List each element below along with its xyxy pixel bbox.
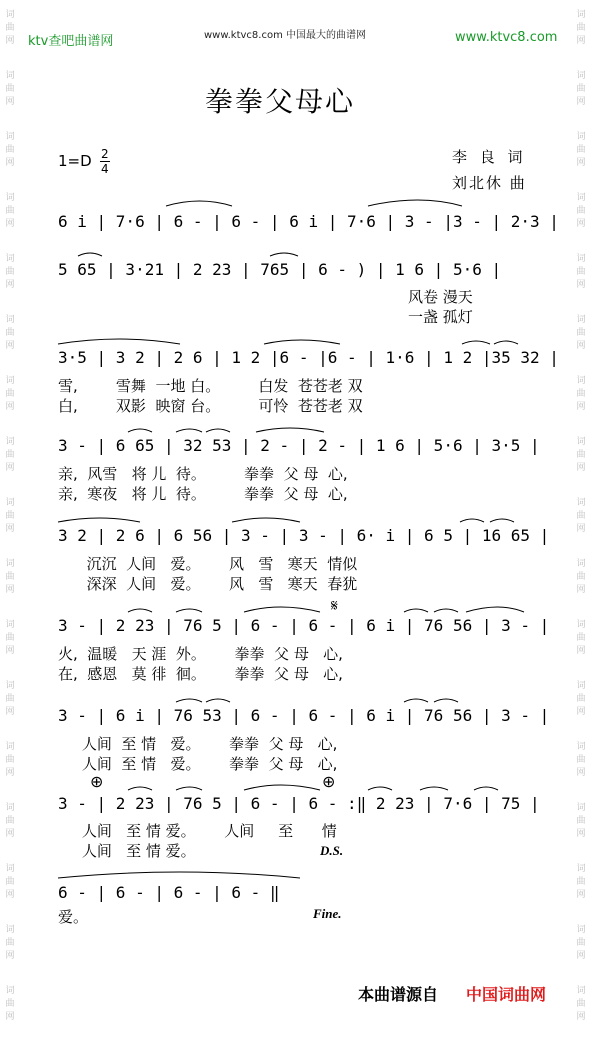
watermark-glyph: 词 (5, 437, 15, 447)
watermark-glyph: 网 (576, 829, 586, 839)
watermark-glyph: 网 (576, 768, 586, 778)
watermark-glyph: 曲 (576, 755, 586, 765)
watermark-glyph: 曲 (5, 938, 15, 948)
watermark-glyph: 词 (5, 71, 15, 81)
watermark-glyph: 网 (5, 890, 15, 900)
watermark-glyph: 词 (5, 376, 15, 386)
watermark-glyph: 网 (576, 341, 586, 351)
watermark-glyph: 网 (576, 97, 586, 107)
watermark-glyph: 曲 (5, 755, 15, 765)
watermark-glyph: 词 (5, 742, 15, 752)
watermark-glyph: 词 (576, 315, 586, 325)
watermark-glyph: 网 (5, 585, 15, 595)
watermark-glyph: 网 (5, 524, 15, 534)
footer-site-link[interactable]: 中国词曲网 (466, 985, 547, 1004)
watermark-glyph: 词 (576, 620, 586, 630)
watermark-glyph: 网 (5, 707, 15, 717)
slur-arc (244, 785, 320, 790)
slur-arc (466, 607, 524, 612)
lyric-line-4a: 亲, 风雪 将 儿 待。 拳拳 父 母 心, (58, 465, 348, 483)
watermark-glyph: 网 (5, 646, 15, 656)
score-line-7: 3 - | 6 i | 76 53 | 6 - | 6 - | 6 i | 76 56 | 3 - | (58, 706, 550, 725)
lyric-line-2a: 风卷 漫天 (408, 288, 473, 306)
watermark-glyph: 词 (576, 681, 586, 691)
watermark-glyph: 曲 (5, 450, 15, 460)
watermark-glyph: 词 (576, 193, 586, 203)
watermark-glyph: 曲 (576, 84, 586, 94)
slur-arc (264, 340, 340, 344)
watermark-glyph: 网 (5, 402, 15, 412)
watermark-glyph: 曲 (5, 877, 15, 887)
ds-marking: D.S. (320, 843, 344, 858)
lyric-line-3b: 白, 双影 映窗 台。 可怜 苍苍老 双 (58, 397, 363, 415)
slur-arc (404, 609, 428, 612)
watermark-glyph: 曲 (5, 816, 15, 826)
slur-arc (176, 609, 202, 612)
slur-arc (434, 699, 458, 702)
header-site-right[interactable]: www.ktvc8.com (455, 30, 558, 45)
song-title: 拳拳父母心 (205, 85, 356, 118)
watermark-glyph: 曲 (5, 23, 15, 33)
lyric-line-5b: 深深 人间 爱。 风 雪 寒天 春犹 (58, 575, 358, 593)
slur-arc (462, 341, 490, 344)
coda-sign-2: ⊕ (322, 772, 336, 791)
watermark-glyph: 曲 (5, 206, 15, 216)
watermark-glyph: 曲 (5, 633, 15, 643)
watermark-glyph: 网 (5, 36, 15, 46)
slur-arc (206, 699, 230, 702)
watermark-glyph: 词 (576, 559, 586, 569)
watermark-glyph: 词 (5, 681, 15, 691)
watermark-glyph: 曲 (5, 511, 15, 521)
watermark-glyph: 词 (5, 864, 15, 874)
slur-arc (474, 787, 498, 790)
watermark-glyph: 曲 (5, 999, 15, 1009)
watermark-glyph: 网 (5, 97, 15, 107)
lyric-line-9: 爱。 (58, 908, 89, 926)
lyric-line-2b: 一盏 孤灯 (408, 308, 473, 326)
slur-arc (232, 518, 300, 522)
score-line-6: 3 - | 2 23 | 76 5 | 6 - | 6 - | 6 i | 76 56 | 3 - | (58, 616, 550, 635)
slur-arc (244, 607, 320, 612)
score-line-3: 3·5 | 3 2 | 2 6 | 1 2 |6 - |6 - | 1·6 | 1 2 |35 32 | (58, 348, 559, 367)
fine-marking: Fine. (313, 906, 342, 921)
watermark-glyph: 词 (576, 132, 586, 142)
slur-arc (434, 609, 458, 612)
lyric-line-8b: 人间 至 情 爱。 (58, 842, 196, 860)
slur-arc (176, 429, 202, 432)
watermark-glyph: 词 (5, 193, 15, 203)
slur-arc (460, 519, 484, 522)
watermark-glyph: 曲 (576, 328, 586, 338)
watermark-glyph: 网 (576, 585, 586, 595)
watermark-glyph: 网 (576, 158, 586, 168)
watermark-glyph: 词 (576, 498, 586, 508)
slur-arc (420, 787, 448, 790)
watermark-glyph: 词 (5, 925, 15, 935)
lyric-line-3a: 雪, 雪舞 一地 白。 白发 苍苍老 双 (58, 377, 363, 395)
watermark-glyph: 曲 (576, 145, 586, 155)
watermark-glyph: 曲 (576, 206, 586, 216)
watermark-glyph: 词 (5, 559, 15, 569)
watermark-glyph: 词 (576, 254, 586, 264)
footer-source-label: 本曲谱源自 (358, 985, 439, 1004)
watermark-glyph: 网 (5, 463, 15, 473)
score-line-9: 6 - | 6 - | 6 - | 6 - ‖ (58, 883, 280, 902)
watermark-glyph: 词 (576, 376, 586, 386)
watermark-glyph: 曲 (5, 267, 15, 277)
score-line-5: 3 2 | 2 6 | 6 56 | 3 - | 3 - | 6· i | 6 5 | 16 65 | (58, 526, 550, 545)
lyric-line-7b: 人间 至 情 爱。 拳拳 父 母 心, (58, 755, 338, 773)
slur-arc (176, 699, 202, 702)
segno-sign: 𝄋 (331, 596, 338, 615)
key-signature: 1=D (58, 152, 92, 170)
slur-arc (58, 872, 300, 878)
slur-arc (494, 341, 518, 344)
slur-arc (78, 253, 102, 256)
watermark-glyph: 词 (5, 315, 15, 325)
watermark-glyph: 曲 (576, 877, 586, 887)
watermark-glyph: 网 (576, 402, 586, 412)
watermark-glyph: 曲 (576, 633, 586, 643)
slur-arc (256, 428, 324, 432)
watermark-glyph: 词 (5, 620, 15, 630)
watermark-glyph: 网 (576, 707, 586, 717)
watermark-glyph: 曲 (576, 511, 586, 521)
lyric-line-4b: 亲, 寒夜 将 儿 待。 拳拳 父 母 心, (58, 485, 348, 503)
watermark-glyph: 词 (5, 254, 15, 264)
lyric-line-8a: 人间 至 情 爱。 人间 至 情 (58, 822, 337, 840)
watermark-glyph: 词 (5, 132, 15, 142)
watermark-glyph: 词 (5, 803, 15, 813)
watermark-glyph: 网 (5, 219, 15, 229)
slur-arc (490, 519, 514, 522)
lyric-line-6b: 在, 感恩 莫 徘 徊。 拳拳 父 母 心, (58, 665, 343, 683)
watermark-glyph: 网 (5, 829, 15, 839)
watermark-glyph: 网 (576, 463, 586, 473)
watermark-glyph: 词 (576, 864, 586, 874)
coda-sign-1: ⊕ (90, 772, 104, 791)
slur-arc (176, 787, 202, 790)
watermark-glyph: 词 (5, 986, 15, 996)
watermark-glyph: 词 (576, 803, 586, 813)
watermark-glyph: 曲 (576, 389, 586, 399)
watermark-glyph: 网 (5, 951, 15, 961)
watermark-glyph: 曲 (5, 389, 15, 399)
time-signature-bottom: 4 (101, 162, 109, 176)
watermark-glyph: 网 (5, 1012, 15, 1022)
slur-arc (166, 201, 232, 206)
lyric-line-7a: 人间 至 情 爱。 拳拳 父 母 心, (58, 735, 338, 753)
header-site-left[interactable]: ktv查吧曲谱网 (28, 34, 114, 49)
watermark-glyph: 曲 (576, 694, 586, 704)
time-signature-top: 2 (101, 147, 109, 161)
slur-arc (128, 609, 152, 612)
watermark-glyph: 曲 (576, 267, 586, 277)
header-site-center[interactable]: www.ktvc8.com 中国最大的曲谱网 (204, 30, 367, 41)
watermark-glyph: 词 (576, 986, 586, 996)
watermark-glyph: 曲 (5, 694, 15, 704)
watermark-glyph: 网 (576, 890, 586, 900)
watermark-glyph: 词 (576, 71, 586, 81)
watermark-glyph: 网 (576, 524, 586, 534)
lyric-line-6a: 火, 温暖 天 涯 外。 拳拳 父 母 心, (58, 645, 343, 663)
score-line-8: 3 - | 2 23 | 76 5 | 6 - | 6 - :‖ 2 23 | 7·6 | 75 | (58, 794, 540, 813)
watermark-glyph: 词 (576, 437, 586, 447)
watermark-glyph: 网 (576, 280, 586, 290)
lyricist-credit: 李 良 词 (452, 148, 527, 166)
watermark-glyph: 网 (5, 341, 15, 351)
slur-arc (128, 429, 152, 432)
slur-arc (404, 699, 428, 702)
slur-arc (368, 787, 392, 790)
watermark-glyph: 曲 (5, 328, 15, 338)
watermark-glyph: 网 (5, 280, 15, 290)
slur-arc (368, 200, 462, 206)
watermark-glyph: 网 (576, 646, 586, 656)
watermark-glyph: 曲 (576, 938, 586, 948)
watermark-glyph: 词 (576, 10, 586, 20)
watermark-glyph: 词 (576, 925, 586, 935)
watermark-glyph: 曲 (576, 572, 586, 582)
watermark-glyph: 曲 (5, 572, 15, 582)
score-line-1: 6 i | 7·6 | 6 - | 6 - | 6 i | 7·6 | 3 - |3 - | 2·3 | (58, 212, 559, 231)
watermark-glyph: 曲 (576, 450, 586, 460)
watermark-glyph: 网 (576, 1012, 586, 1022)
watermark-glyph: 网 (576, 36, 586, 46)
slur-arc (58, 518, 140, 522)
slur-arc (206, 429, 230, 432)
watermark-glyph: 曲 (5, 84, 15, 94)
slur-arc (58, 339, 180, 344)
watermark-glyph: 词 (576, 742, 586, 752)
watermark-glyph: 网 (576, 219, 586, 229)
watermark-glyph: 网 (5, 158, 15, 168)
lyric-line-5a: 沉沉 人间 爱。 风 雪 寒天 情似 (58, 555, 358, 573)
watermark-glyph: 网 (5, 768, 15, 778)
watermark-glyph: 曲 (576, 23, 586, 33)
watermark-glyph: 曲 (5, 145, 15, 155)
slur-arc (128, 787, 152, 790)
composer-credit: 刘北休 曲 (452, 174, 527, 192)
watermark-glyph: 词 (5, 10, 15, 20)
score-line-4: 3 - | 6 65 | 32 53 | 2 - | 2 - | 1 6 | 5·6 | 3·5 | (58, 436, 540, 455)
score-line-2: 5 65 | 3·21 | 2 23 | 765 | 6 - ) | 1 6 | 5·6 | (58, 260, 502, 279)
watermark-glyph: 词 (5, 498, 15, 508)
slur-arc (270, 253, 298, 256)
watermark-glyph: 曲 (576, 816, 586, 826)
watermark-glyph: 网 (576, 951, 586, 961)
watermark-glyph: 曲 (576, 999, 586, 1009)
